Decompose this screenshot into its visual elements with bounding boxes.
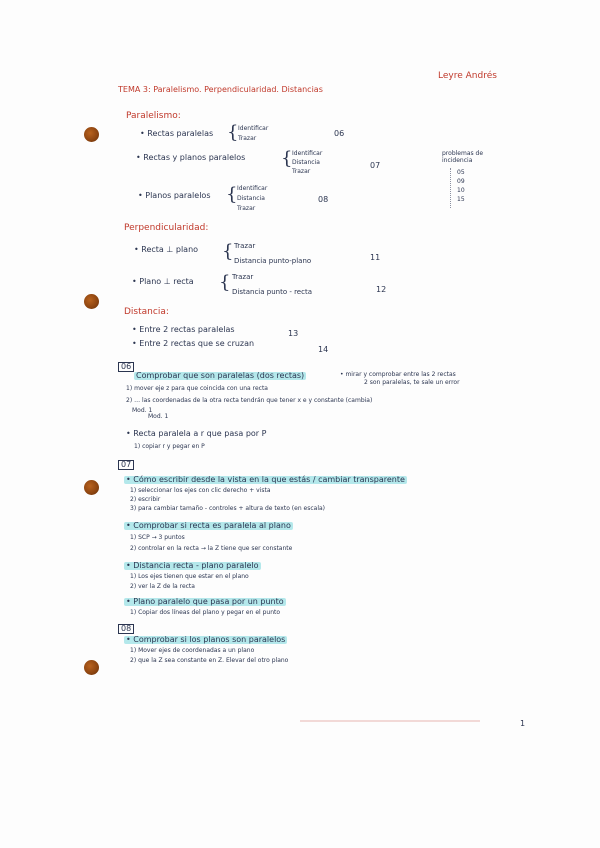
section-07-block-1-title: • Cómo escribir desde la vista en la que estás / cambiar transparente (126, 475, 405, 484)
perp-item-1-sub-2: Distancia punto-plano (234, 257, 312, 265)
side-note-title: problemas de incidencia (442, 150, 484, 165)
section-06-aside-1: • mirar y comprobar entre las 2 rectas (340, 371, 456, 378)
section-07-block-4-step-1: 1) Copiar dos líneas del plano y pegar en el punto (130, 609, 281, 616)
section-06-sub-title: • Recta paralela a r que pasa por P (126, 429, 267, 438)
paralelismo-item-2-label: • Rectas y planos paralelos (136, 153, 246, 162)
section-07-block-1-step-1: 1) seleccionar los ejes con clic derecho + vista (130, 487, 271, 494)
distancia-item-1-label: • Entre 2 rectas paralelas (132, 325, 235, 334)
brace-3: { (226, 184, 238, 205)
section-06-mini-2: Mod. 1 (148, 413, 169, 420)
section-08-title: • Comprobar si los planos son paralelos (126, 635, 286, 644)
section-07-block-1-step-3: 3) para cambiar tamaño - controles + altura de texto (en escala) (130, 505, 326, 512)
brace-5: { (219, 272, 231, 293)
paralelismo-item-2-sub-3: Trazar (292, 168, 311, 175)
section-07-block-4-title: • Plano paralelo que pasa por un punto (126, 597, 284, 606)
section-06-sub-step-1: 1) copiar r y pegar en P (134, 443, 205, 450)
paralelismo-item-3-sub-1: Identificar (237, 185, 268, 192)
section-06-label: 06 (118, 362, 134, 372)
side-note-num-4: 15 (457, 196, 465, 203)
section-06-step-2: 2) … las coordenadas de la otra recta tendrán que tener x e y constante (cambia) (126, 397, 373, 404)
punch-hole-3 (84, 480, 99, 495)
perp-item-1-num: 11 (370, 253, 381, 262)
perp-item-2-num: 12 (376, 285, 387, 294)
section-07-block-3-step-1: 1) Los ejes tienen que estar en el plano (130, 573, 249, 580)
perpendicularidad-heading: Perpendicularidad: (124, 223, 209, 233)
section-06-aside-2: 2 son paralelas, te sale un error (364, 379, 460, 386)
paralelismo-heading: Paralelismo: (126, 111, 181, 121)
distancia-item-2-num: 14 (318, 345, 329, 354)
punch-hole-4 (84, 660, 99, 675)
section-07-block-3-step-2: 2) ver la Z de la recta (130, 583, 195, 590)
paralelismo-item-3-num: 08 (318, 195, 329, 204)
distancia-item-2-label: • Entre 2 rectas que se cruzan (132, 339, 255, 348)
section-07-block-2-step-1: 1) SCP → 3 puntos (130, 534, 185, 541)
perp-item-2-label: • Plano ⊥ recta (132, 277, 194, 286)
side-note-num-2: 09 (457, 178, 465, 185)
section-08-step-2: 2) que la Z sea constante en Z. Elevar del otro plano (130, 657, 289, 664)
perp-item-1-sub-1: Trazar (234, 242, 256, 250)
punch-hole-2 (84, 294, 99, 309)
section-08-step-1: 1) Mover ejes de coordenadas a un plano (130, 647, 255, 654)
distancia-heading: Distancia: (124, 307, 169, 317)
paralelismo-item-2-num: 07 (370, 161, 381, 170)
side-note-num-1: 05 (457, 169, 465, 176)
section-07-block-2-title: • Comprobar si recta es paralela al plano (126, 521, 291, 530)
section-07-block-1-step-2: 2) escribir (130, 496, 161, 503)
brace-4: { (222, 241, 234, 262)
paralelismo-item-3-label: • Planos paralelos (138, 191, 211, 200)
author-name: Leyre Andrés (438, 71, 497, 81)
paralelismo-item-1-sub-1: Identificar (238, 125, 269, 132)
paralelismo-item-3-sub-3: Trazar (237, 205, 256, 212)
perp-item-2-sub-1: Trazar (232, 273, 254, 281)
paralelismo-item-2-sub-2: Distancia (292, 159, 320, 166)
brace-1: { (227, 122, 239, 143)
footer-rule (300, 720, 480, 722)
paralelismo-item-2-sub-1: Identificar (292, 150, 323, 157)
section-07-block-2-step-2: 2) controlar en la recta → la Z tiene que ser constante (130, 545, 293, 552)
punch-hole-1 (84, 127, 99, 142)
perp-item-1-label: • Recta ⊥ plano (134, 245, 199, 254)
brace-2: { (281, 148, 293, 169)
section-06-mini-1: Mod. 1 (132, 407, 153, 414)
side-note-num-3: 10 (457, 187, 465, 194)
perp-item-2-sub-2: Distancia punto - recta (232, 288, 312, 296)
section-06-title: Comprobar que son paralelas (dos rectas) (136, 371, 305, 380)
page-number: 1 (520, 719, 526, 728)
paralelismo-item-1-sub-2: Trazar (238, 135, 257, 142)
section-08-label: 08 (118, 624, 134, 634)
section-06-step-1: 1) mover eje z para que coincida con una recta (126, 385, 268, 392)
section-07-block-3-title: • Distancia recta - plano paralelo (126, 561, 259, 570)
distancia-item-1-num: 13 (288, 329, 299, 338)
paralelismo-item-1-num: 06 (334, 129, 345, 138)
paralelismo-item-1-label: • Rectas paralelas (140, 129, 214, 138)
page-title: TEMA 3: Paralelismo. Perpendicularidad. Distancias (118, 85, 323, 94)
section-07-label: 07 (118, 460, 134, 470)
side-note-bracket (450, 168, 451, 208)
paralelismo-item-3-sub-2: Distancia (237, 195, 265, 202)
